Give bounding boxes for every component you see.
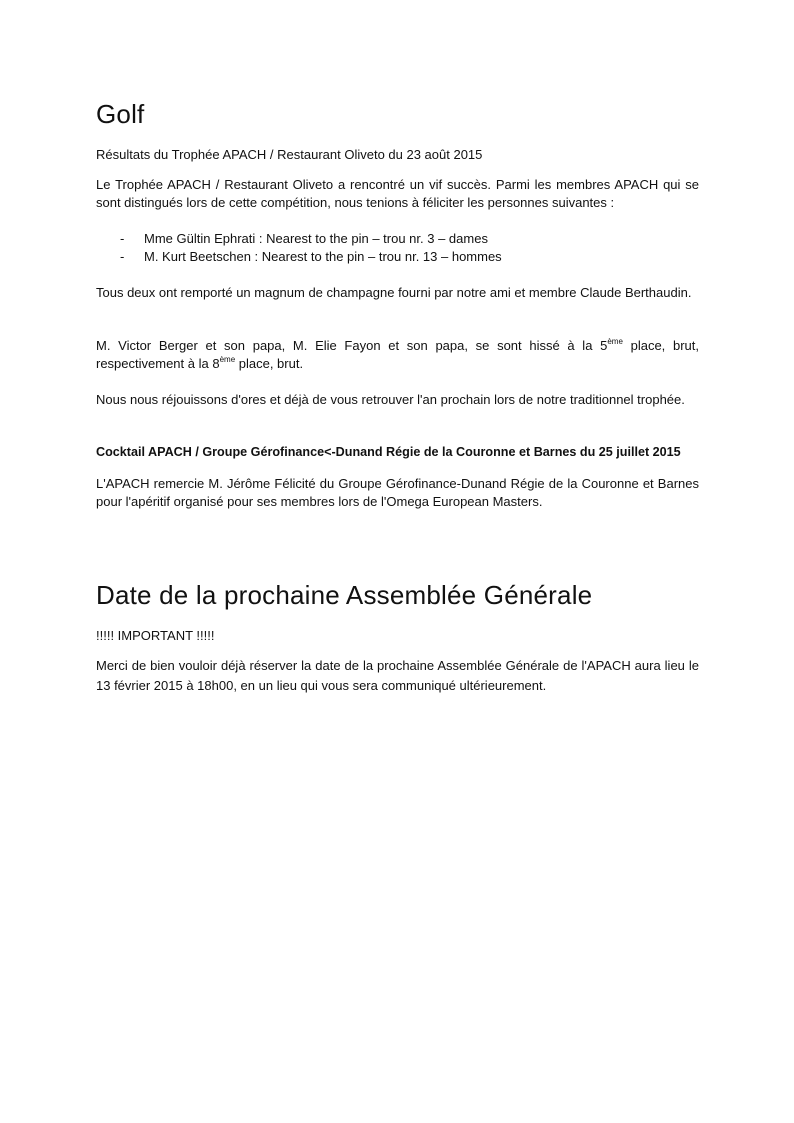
winner-text: M. Kurt Beetschen : Nearest to the pin – trou nr. 13 – hommes bbox=[144, 249, 502, 264]
ranking-text-3: place, brut. bbox=[235, 356, 304, 371]
important-notice: !!!!! IMPORTANT !!!!! bbox=[96, 628, 215, 643]
golf-ranking bbox=[96, 337, 699, 373]
list-item bbox=[96, 248, 699, 266]
section-title-assembly: Date de la prochaine Assemblée Générale bbox=[96, 580, 593, 610]
winners-list bbox=[96, 230, 699, 266]
ranking-text-1: M. Victor Berger et son papa, M. Elie Fayon et son papa, se sont hissé à la 5 bbox=[96, 338, 608, 353]
assembly-text: Merci de bien vouloir déjà réserver la date de la prochaine Assemblée Générale de l'APACH aura lieu le 13 février 2015 à 18h00, en un lieu qui vous sera communiqué ultérieurement. bbox=[96, 658, 699, 693]
ranking-sup-2: ème bbox=[219, 355, 236, 364]
section-title-golf: Golf bbox=[96, 99, 145, 129]
golf-subtitle: Résultats du Trophée APACH / Restaurant Oliveto du 23 août 2015 bbox=[96, 147, 483, 162]
golf-prize: Tous deux ont remporté un magnum de champagne fourni par notre ami et membre Claude Berthaudin. bbox=[96, 285, 692, 300]
ranking-text-2: place, brut, respectivement à la 8 bbox=[96, 338, 699, 371]
ranking-sup-1: ème bbox=[607, 337, 623, 346]
cocktail-text: L'APACH remercie M. Jérôme Félicité du Groupe Gérofinance-Dunand Régie de la Couronne et Barnes pour l'apéritif organisé pour ses membres lors de l'Omega European Masters. bbox=[96, 476, 699, 509]
golf-intro: Le Trophée APACH / Restaurant Oliveto a rencontré un vif succès. Parmi les membres APACH qui se sont distingués lors de cette compétition, nous tenions à féliciter les personnes suivantes : bbox=[96, 177, 699, 210]
winner-text: Mme Gültin Ephrati : Nearest to the pin – trou nr. 3 – dames bbox=[144, 231, 488, 246]
list-item bbox=[96, 230, 699, 248]
list-bullet: - bbox=[120, 249, 125, 264]
cocktail-subtitle: Cocktail APACH / Groupe Gérofinance<-Dunand Régie de la Couronne et Barnes du 25 juillet 2015 bbox=[96, 445, 681, 459]
list-bullet: - bbox=[120, 231, 125, 246]
golf-closing: Nous nous réjouissons d'ores et déjà de vous retrouver l'an prochain lors de notre traditionnel trophée. bbox=[96, 392, 685, 407]
